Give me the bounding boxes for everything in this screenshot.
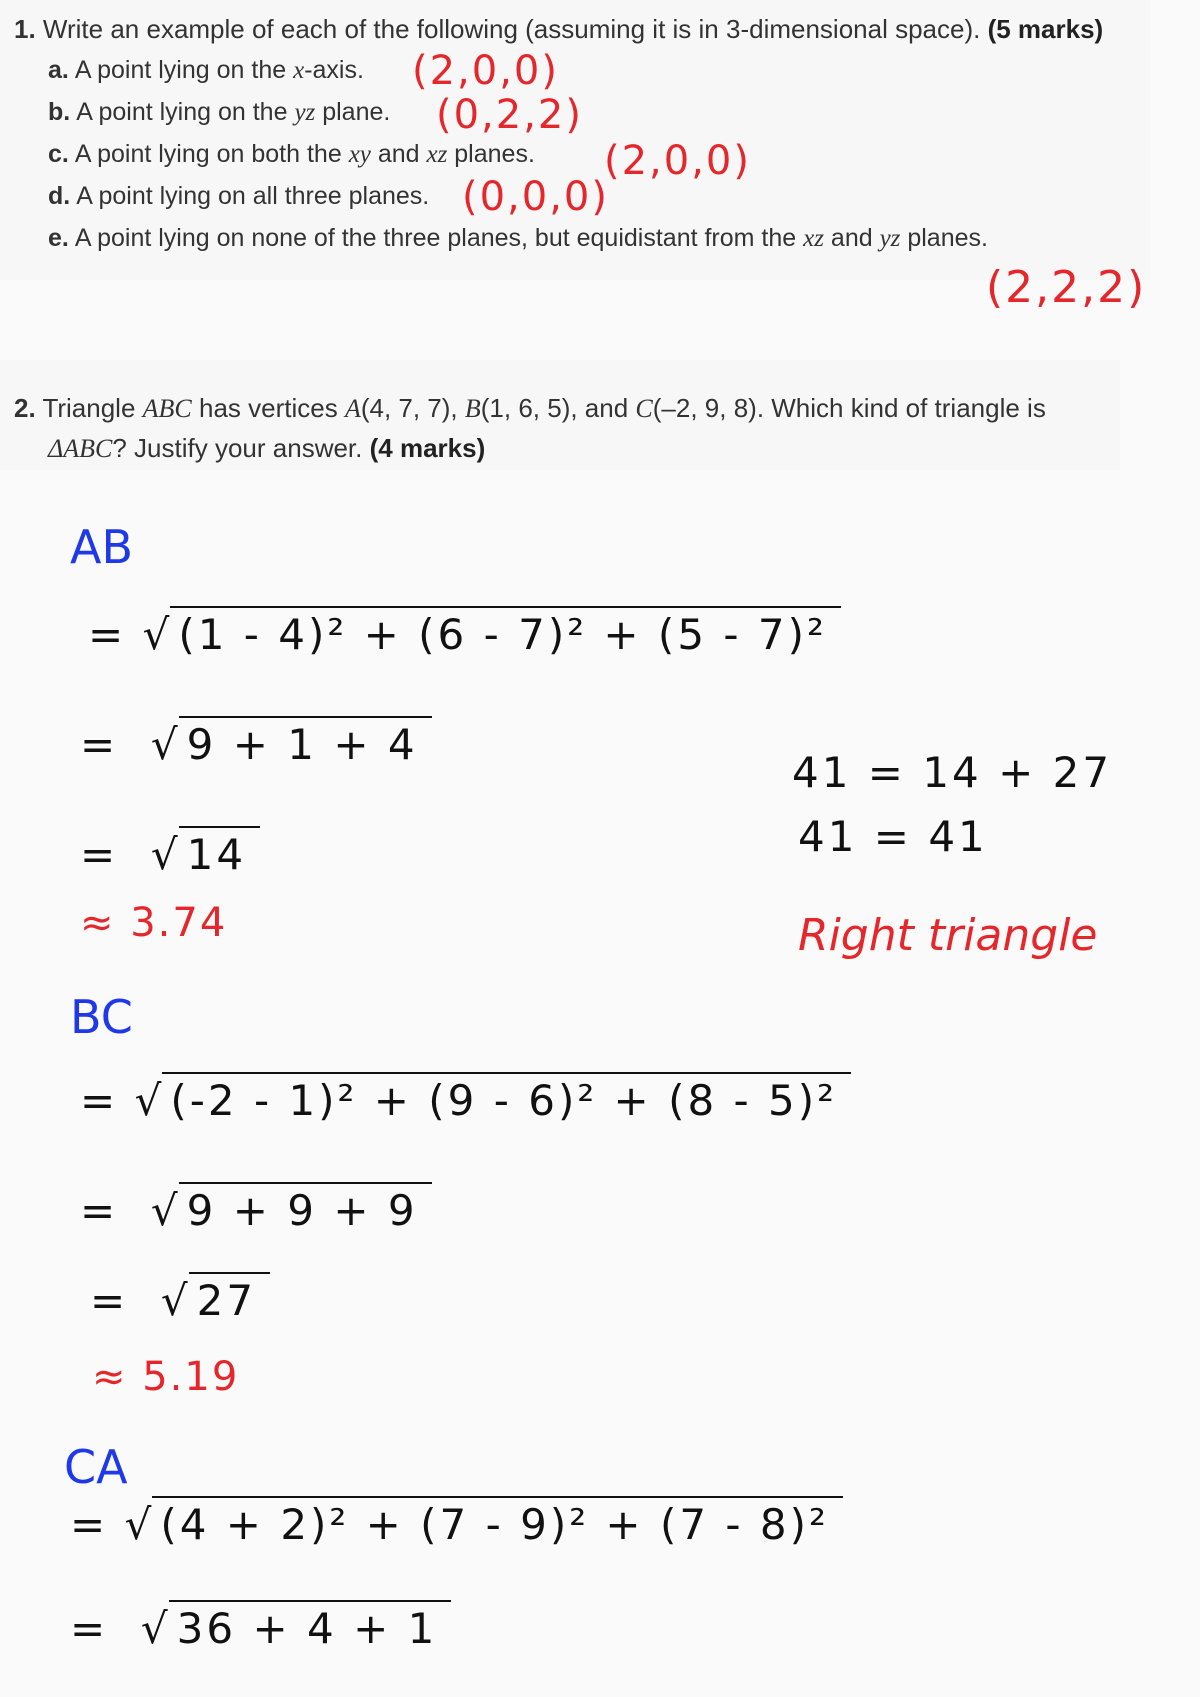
sqrt-symbol: √ — [150, 1186, 181, 1235]
pythagoras-check-line-1: 41 = 14 + 27 — [792, 748, 1113, 797]
item-text: A point lying on both the — [74, 140, 349, 168]
bc-step-2 — [80, 1186, 418, 1235]
sqrt-symbol: √ — [124, 1500, 155, 1549]
radicand: (1 - 4)² + (6 - 7)² + (5 - 7)² — [172, 610, 827, 659]
equals-sign: = — [80, 720, 119, 769]
item-label: a. — [48, 56, 69, 84]
question-text: has vertices — [191, 393, 345, 423]
sqrt-symbol: √ — [150, 830, 181, 879]
math-var: yz — [879, 225, 901, 252]
radicand: 9 + 9 + 9 — [181, 1186, 418, 1235]
sub-question-c — [48, 140, 535, 169]
marks-label: (5 marks) — [987, 14, 1104, 44]
sqrt-symbol: √ — [160, 1276, 191, 1325]
question-number: 2. — [14, 393, 36, 423]
question-number: 1. — [14, 14, 36, 44]
sub-question-d — [48, 182, 429, 211]
handwritten-answer-a: (2,0,0) — [412, 48, 559, 94]
item-label: b. — [48, 98, 71, 126]
math-var: xz — [803, 225, 824, 252]
item-text: planes. — [447, 140, 535, 168]
segment-ca-heading: CA — [64, 1440, 128, 1494]
item-text: -axis. — [304, 56, 364, 84]
math-var: A — [344, 394, 361, 423]
item-label: c. — [48, 140, 69, 168]
question-2-line-2 — [48, 433, 485, 464]
sub-question-e — [48, 224, 988, 253]
conclusion-text: Right triangle — [798, 910, 1098, 961]
item-text: A point lying on none of the three planes, but equidistant from the — [74, 224, 804, 252]
marks-label: (4 marks) — [369, 433, 486, 463]
question-text: Write an example of each of the following (assuming it is in 3-dimensional space). — [42, 14, 981, 44]
item-label: e. — [48, 224, 69, 252]
equals-sign: = — [80, 1186, 119, 1235]
radicand: (4 + 2)² + (7 - 9)² + (7 - 8)² — [154, 1500, 829, 1549]
item-text: A point lying on the — [76, 98, 295, 126]
equals-sign: = — [80, 830, 119, 879]
sqrt-symbol: √ — [140, 1604, 171, 1653]
ca-step-2 — [70, 1604, 437, 1653]
sub-question-b — [48, 98, 390, 127]
math-var: C — [635, 394, 653, 423]
equals-sign: = — [80, 1076, 119, 1125]
bc-step-1 — [80, 1076, 837, 1125]
question-1-prompt — [14, 14, 1103, 44]
math-var: ΔABC — [48, 434, 113, 463]
question-text: Triangle — [42, 393, 143, 423]
radicand: 36 + 4 + 1 — [171, 1604, 438, 1653]
segment-ab-heading: AB — [70, 520, 134, 574]
radicand: 9 + 1 + 4 — [181, 720, 418, 769]
radicand: 27 — [191, 1276, 256, 1325]
equals-sign: = — [70, 1500, 109, 1549]
sub-question-a — [48, 56, 364, 85]
item-label: d. — [48, 182, 71, 210]
ab-approx-value: ≈ 3.74 — [80, 900, 228, 946]
pythagoras-check-line-2: 41 = 41 — [798, 812, 988, 861]
question-text: ? Justify your answer. — [112, 433, 363, 463]
math-var: xy — [348, 141, 371, 168]
item-text: and — [823, 224, 880, 252]
item-text: planes. — [900, 224, 988, 252]
sqrt-symbol: √ — [142, 610, 173, 659]
sqrt-symbol: √ — [134, 1076, 165, 1125]
equals-sign: = — [90, 1276, 129, 1325]
question-text: (4, 7, 7), — [360, 393, 465, 423]
math-var: B — [464, 394, 481, 423]
radicand: (-2 - 1)² + (9 - 6)² + (8 - 5)² — [164, 1076, 837, 1125]
handwritten-answer-c: (2,0,0) — [604, 138, 751, 184]
ab-step-3 — [80, 830, 246, 879]
sqrt-symbol: √ — [150, 720, 181, 769]
handwritten-answer-b: (0,2,2) — [436, 92, 583, 138]
segment-bc-heading: BC — [70, 990, 133, 1044]
math-var: ABC — [142, 394, 192, 423]
ca-step-1 — [70, 1500, 829, 1549]
question-text: (–2, 9, 8). Which kind of triangle is — [652, 393, 1046, 423]
equals-sign: = — [88, 610, 127, 659]
item-text: A point lying on the — [74, 56, 294, 84]
math-var: x — [293, 57, 305, 84]
question-2-line-1 — [14, 393, 1046, 424]
bc-step-3 — [90, 1276, 256, 1325]
equals-sign: = — [70, 1604, 109, 1653]
ab-step-1 — [88, 610, 827, 659]
handwritten-answer-e: (2,2,2) — [986, 262, 1147, 313]
math-var: xz — [426, 141, 448, 168]
handwritten-answer-d: (0,0,0) — [462, 174, 609, 220]
item-text: A point lying on all three planes. — [76, 182, 430, 210]
ab-step-2 — [80, 720, 418, 769]
question-text: (1, 6, 5), and — [480, 393, 636, 423]
item-text: plane. — [315, 98, 391, 126]
bc-approx-value: ≈ 5.19 — [92, 1354, 240, 1400]
math-var: yz — [294, 99, 316, 126]
radicand: 14 — [181, 830, 246, 879]
item-text: and — [370, 140, 427, 168]
